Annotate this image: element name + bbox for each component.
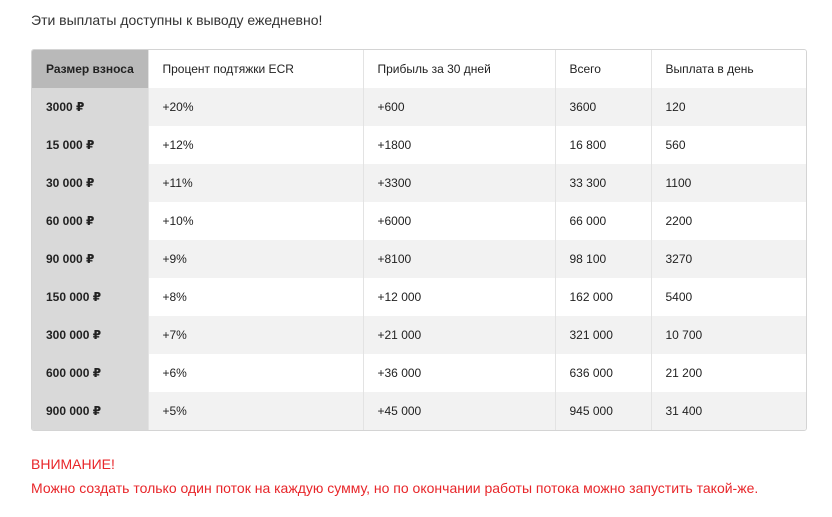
table-row (32, 354, 806, 392)
cell-deposit-size: 30 000 ₽ (32, 164, 148, 202)
cell-deposit-size: 300 000 ₽ (32, 316, 148, 354)
cell-total: 162 000 (555, 278, 651, 316)
table-row (32, 316, 806, 354)
cell-profit-30-days: +600 (363, 88, 555, 126)
cell-profit-30-days: +36 000 (363, 354, 555, 392)
header-ecr-percent: Процент подтяжки ECR (148, 50, 363, 88)
cell-total: 33 300 (555, 164, 651, 202)
cell-daily-payout: 120 (651, 88, 806, 126)
cell-deposit-size: 600 000 ₽ (32, 354, 148, 392)
header-profit-30-days: Прибыль за 30 дней (363, 50, 555, 88)
cell-profit-30-days: +12 000 (363, 278, 555, 316)
cell-daily-payout: 31 400 (651, 392, 806, 430)
cell-total: 321 000 (555, 316, 651, 354)
cell-profit-30-days: +21 000 (363, 316, 555, 354)
cell-daily-payout: 10 700 (651, 316, 806, 354)
header-total: Всего (555, 50, 651, 88)
table-row (32, 240, 806, 278)
cell-ecr-percent: +12% (148, 126, 363, 164)
warning-title: ВНИМАНИЕ! (31, 456, 115, 472)
table-row (32, 126, 806, 164)
table-header-row (32, 50, 806, 88)
intro-text: Эти выплаты доступны к выводу ежедневно! (31, 12, 323, 28)
cell-ecr-percent: +11% (148, 164, 363, 202)
table-row (32, 202, 806, 240)
cell-profit-30-days: +8100 (363, 240, 555, 278)
cell-ecr-percent: +10% (148, 202, 363, 240)
cell-profit-30-days: +1800 (363, 126, 555, 164)
cell-daily-payout: 21 200 (651, 354, 806, 392)
cell-daily-payout: 560 (651, 126, 806, 164)
header-deposit-size: Размер взноса (32, 50, 148, 88)
cell-ecr-percent: +8% (148, 278, 363, 316)
cell-total: 98 100 (555, 240, 651, 278)
cell-ecr-percent: +6% (148, 354, 363, 392)
payout-table-container (31, 49, 807, 431)
table-row (32, 88, 806, 126)
cell-ecr-percent: +9% (148, 240, 363, 278)
cell-deposit-size: 900 000 ₽ (32, 392, 148, 430)
cell-total: 66 000 (555, 202, 651, 240)
header-daily-payout: Выплата в день (651, 50, 806, 88)
cell-daily-payout: 1100 (651, 164, 806, 202)
cell-total: 636 000 (555, 354, 651, 392)
cell-deposit-size: 150 000 ₽ (32, 278, 148, 316)
table-body (32, 88, 806, 430)
cell-total: 16 800 (555, 126, 651, 164)
cell-deposit-size: 15 000 ₽ (32, 126, 148, 164)
cell-ecr-percent: +5% (148, 392, 363, 430)
table-row (32, 164, 806, 202)
payout-table (32, 50, 806, 430)
table-row (32, 278, 806, 316)
cell-profit-30-days: +45 000 (363, 392, 555, 430)
cell-deposit-size: 90 000 ₽ (32, 240, 148, 278)
cell-total: 945 000 (555, 392, 651, 430)
cell-ecr-percent: +7% (148, 316, 363, 354)
cell-deposit-size: 3000 ₽ (32, 88, 148, 126)
warning-text: Можно создать только один поток на каждую сумму, но по окончании работы потока можно запустить такой-же. (31, 480, 759, 496)
cell-daily-payout: 3270 (651, 240, 806, 278)
cell-deposit-size: 60 000 ₽ (32, 202, 148, 240)
cell-ecr-percent: +20% (148, 88, 363, 126)
table-row (32, 392, 806, 430)
warning-block (31, 455, 758, 497)
cell-profit-30-days: +3300 (363, 164, 555, 202)
cell-total: 3600 (555, 88, 651, 126)
cell-daily-payout: 5400 (651, 278, 806, 316)
cell-daily-payout: 2200 (651, 202, 806, 240)
cell-profit-30-days: +6000 (363, 202, 555, 240)
